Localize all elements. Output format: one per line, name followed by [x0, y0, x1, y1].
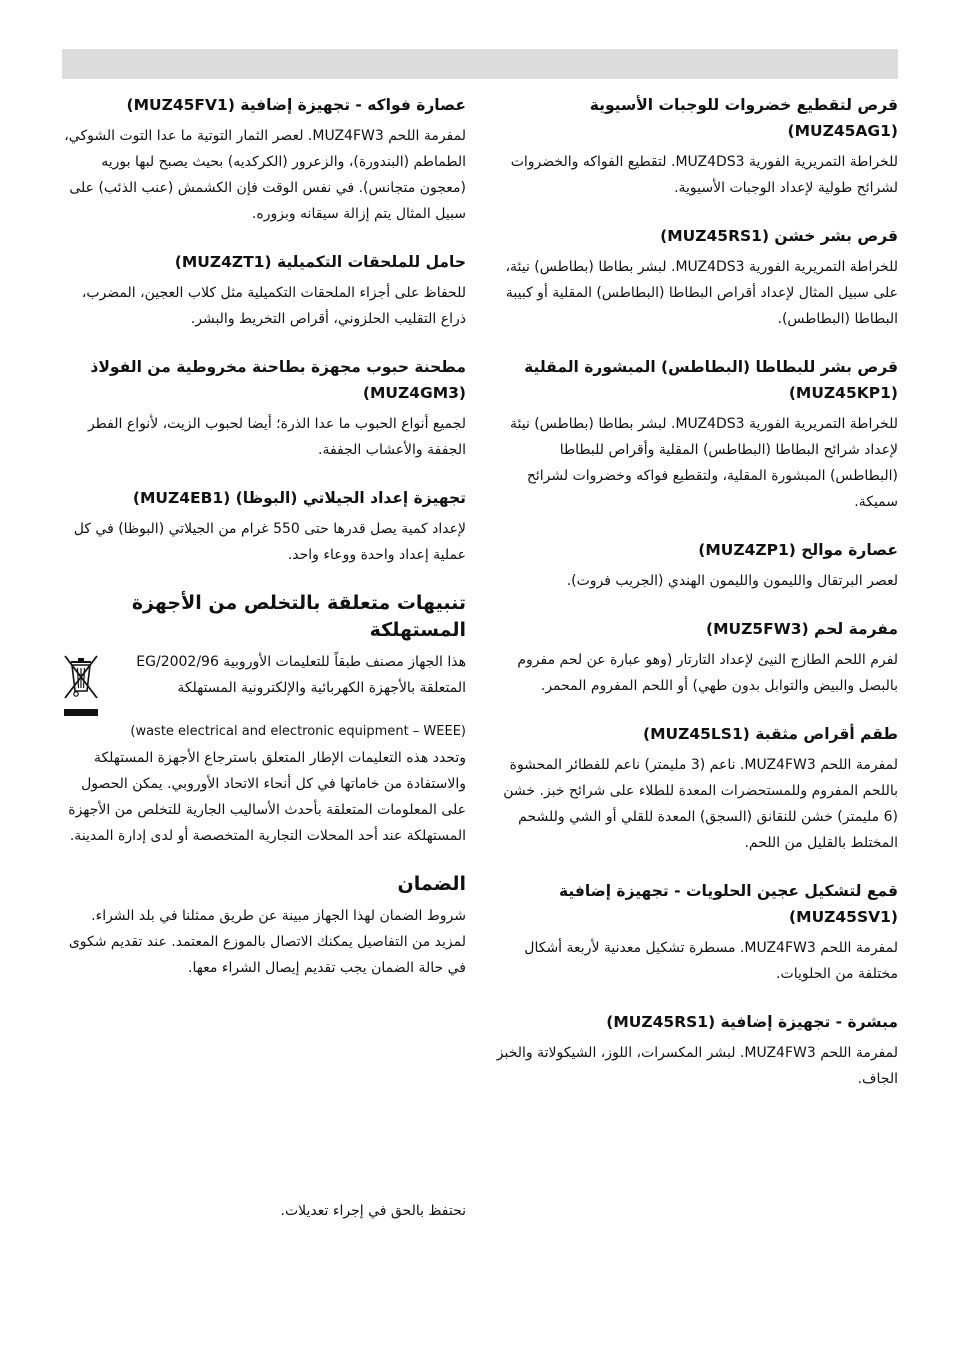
section-meat-mincer: [496, 616, 898, 699]
section-title: مبشرة - تجهيزة إضافية (MUZ45RS1): [606, 1013, 898, 1031]
section-body: للخراطة التمريرية الفورية MUZ4DS3. لبشر بطاطا (بطاطس) نيئة لإعداد شرائح البطاطا (البطاطس) المقلية وأقراص للبطاطا (البطاطس) المبشورة المقلية، ولتقطيع فواكه وخضروات لشرائح سميكة.: [510, 416, 898, 510]
section-body: لمفرمة اللحم MUZ4FW3. لعصر الثمار التوتية ما عدا التوت الشوكي، الطماطم (البندورة)، والزعرور (الكركديه) بحيث يصبح لبها بوريه (معجون متجانس). في نفس الوقت فإن الكشمش (عنب الذئب) على سبيل المثال يتم إزالة سيقانه وبزوره.: [64, 128, 466, 222]
weee-notice: [62, 649, 466, 719]
section-body: لجميع أنواع الحبوب ما عدا الذرة؛ أيضا لحبوب الزيت، لأنواع الفطر الجففة والأعشاب الجففة.: [87, 416, 466, 458]
section-body: لمفرمة اللحم MUZ4FW3. لبشر المكسرات، اللوز، الشيكولاتة والخبز الجاف.: [496, 1045, 898, 1087]
section-fruit-press: [62, 92, 466, 227]
warranty-title: الضمان: [397, 873, 466, 895]
section-body: لمفرمة اللحم MUZ4FW3. مسطرة تشكيل معدنية لأربعة أشكال مختلفة من الحلويات.: [524, 940, 898, 982]
section-title: مفرمة لحم (MUZ5FW3): [705, 620, 898, 638]
section-disposal: [62, 590, 466, 849]
section-title: قرص لتقطيع خضروات للوجبات الأسيوية (MUZ45AG1): [589, 96, 898, 140]
disposal-body: وتحدد هذه التعليمات الإطار المتعلق باسترجاع الأجهزة المستهلكة والاستفادة من خاماتها في كل أنحاء الاتحاد الأوروبي. يمكن الحصول على المعلومات المتعلقة بأحدث الأساليب الجارية للتخلص من الأجهزة المستهلكة عند أحد المحلات التجارية المتخصصة أو لدى إدارة المدينة.: [68, 750, 466, 844]
section-body: للخراطة التمريرية الفورية MUZ4DS3. لتقطيع الفواكه والخضروات لشرائح طولية لإعداد الوجبات الأسيوية.: [510, 154, 898, 196]
section-ice-cream-maker: [62, 485, 466, 568]
section-title: عصارة موالح (MUZ4ZP1): [698, 541, 898, 559]
section-body: لإعداد كمية يصل قدرها حتى 550 غرام من الجيلاتي (البوظا) في كل عملية إعداد واحدة ووعاء واحد.: [73, 521, 466, 563]
section-title: تجهيزة إعداد الجيلاتي (البوظا) (MUZ4EB1): [132, 489, 466, 507]
disposal-title: تنبيهات متعلقة بالتخلص من الأجهزة المستهلكة: [131, 592, 466, 641]
section-perforated-discs: [496, 721, 898, 856]
section-biscuit-attachment: [496, 878, 898, 987]
section-title: قرص بشر خشن (MUZ45RS1): [660, 227, 898, 245]
right-column: [496, 92, 898, 1114]
section-body: لعصر البرتقال والليمون والليمون الهندي (الجريب فروت).: [566, 573, 898, 589]
section-title: قرص بشر للبطاطا (البطاطس) المبشورة المقلية (MUZ45KP1): [524, 358, 898, 402]
crossed-out-bin-icon: [62, 653, 100, 719]
section-potato-grating-disc: [496, 354, 898, 515]
section-citrus-press: [496, 537, 898, 594]
section-body: للخراطة التمريرية الفورية MUZ4DS3. لبشر بطاطا (بطاطس) نيئة، على سبيل المثال لإعداد أقراص البطاطا (البطاطس) المقلية أو كبيبة البطاطا (البطاطس).: [505, 259, 898, 327]
section-grater-attachment: [496, 1009, 898, 1092]
weee-english: (waste electrical and electronic equipment – WEEE): [130, 724, 466, 739]
section-accessory-holder: [62, 249, 466, 332]
section-title: مطحنة حبوب مجهزة بطاحنة مخروطية من الفولاذ (MUZ4GM3): [90, 358, 466, 402]
section-warranty: [62, 871, 466, 981]
warranty-body: شروط الضمان لهذا الجهاز مبينة عن طريق ممثلنا في بلد الشراء. لمزيد من التفاصيل يمكنك الاتصال بالموزع المعتمد. عند تقديم شكوى في حالة الضمان يجب تقديم إيصال الشراء معها.: [68, 908, 466, 976]
section-body: لمفرمة اللحم MUZ4FW3. ناعم (3 مليمتر) ناعم للفطائر المحشوة باللحم المفروم وللمستحضرات المعدة للطلاء على شرائح خبز. خشن (6 مليمتر) خشن للنقانق (السجق) المعدة للقلي أو الشي وللشحم المختلط بالقليل من اللحم.: [503, 757, 898, 851]
section-title: طقم أقراص مثقبة (MUZ45LS1): [642, 725, 898, 743]
left-column: [62, 92, 466, 1003]
section-body: لفرم اللحم الطازج النيئ لإعداد التارتار (وهو عبارة عن لحم مفروم بالبصل والبيض والتوابل بدون طهي) أو اللحم المفروم المحمر.: [517, 652, 898, 694]
weee-text: هذا الجهاز مصنف طبقاً للتعليمات الأوروبية 2002/96/EG المتعلقة بالأجهزة الكهربائية والإلكترونية المستهلكة: [136, 654, 466, 696]
footer-note: نحتفظ بالحق في إجراء تعديلات.: [280, 1203, 466, 1219]
header-bar: [62, 49, 898, 79]
section-title: عصارة فواكه - تجهيزة إضافية (MUZ45FV1): [126, 96, 466, 114]
section-body: للحفاظ على أجزاء الملحقات التكميلية مثل كلاب العجين، المضرب، ذراع التقليب الحلزوني، أقراص التخريط والبشر.: [81, 285, 466, 327]
section-coarse-grating-disc: [496, 223, 898, 332]
section-grain-mill: [62, 354, 466, 463]
section-asian-slicing-disc: [496, 92, 898, 201]
section-title: قمع لتشكيل عجين الحلويات - تجهيزة إضافية (MUZ45SV1): [559, 882, 898, 926]
section-title: حامل للملحقات التكميلية (MUZ4ZT1): [174, 253, 466, 271]
